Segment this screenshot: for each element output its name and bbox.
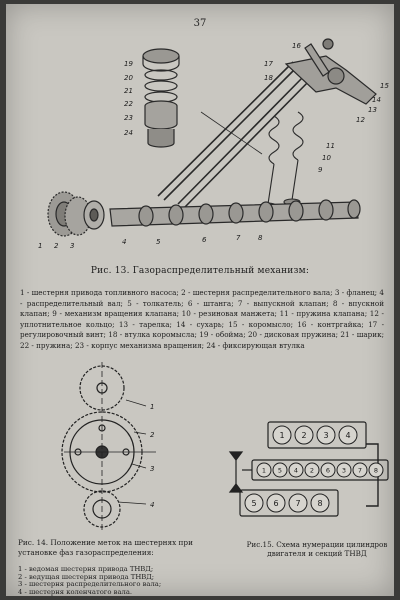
cyl-top-4: 4 (345, 431, 351, 440)
figure-14-15-illustration (6, 4, 394, 596)
tnvd-section-6: 3 (341, 466, 347, 475)
cyl-top-1: 1 (279, 431, 285, 440)
tnvd-section-7: 7 (357, 466, 363, 475)
figure-15-caption: Рис.15. Схема нумерации цилиндров двигателя и секций ТНВД (246, 540, 388, 559)
callout-5: 5 (156, 238, 161, 246)
callout-6: 6 (202, 236, 207, 244)
callout-1: 1 (38, 242, 43, 250)
cyl-bottom-6: 6 (273, 499, 279, 508)
fig14-legend-item: 2 - ведущая шестерня привода ТНВД; (18, 572, 155, 581)
fig14-callout-4: 4 (150, 501, 155, 509)
callout-9: 9 (318, 166, 323, 174)
page-number: 37 (193, 18, 207, 29)
cyl-top-3: 3 (323, 431, 329, 440)
callout-24: 24 (124, 129, 133, 137)
tnvd-section-5: 6 (325, 466, 331, 475)
callout-7: 7 (236, 234, 241, 242)
callout-14: 14 (372, 96, 381, 104)
cyl-bottom-7: 7 (295, 499, 301, 508)
callout-10: 10 (322, 154, 331, 162)
tnvd-section-1: 1 (261, 466, 267, 475)
figure-13-legend: 1 - шестерня привода топливного насоса; 2 - шестерня распределительного вала; 3 - фланец; 4 - распределительный вал; 5 - толкатель; 6 - штанга; 7 - выпускной клапан; 8 - впускной клапан; 9 - механизм вращения клапана; 10 - резиновая манжета; 11 - пружина клапана; 12 - уплотнительное кольцо; 13 - тарелка; 14 - сухарь; 15 - коромысло; 16 - контргайка; 17 - регулировочный винт; 18 - втулка коромысла; 19 - обойма; 20 - дисковая пружина; 21 - шарик; 22 - пружина; 23 - корпус механизма вращения; 24 - фиксирующая втулка (20, 288, 384, 350)
callout-22: 22 (124, 100, 133, 108)
tnvd-section-2: 5 (277, 466, 283, 475)
cyl-bottom-5: 5 (251, 499, 257, 508)
fig14-legend-item: 3 - шестерня распределительного вала; (18, 580, 162, 589)
cyl-top-2: 2 (301, 431, 307, 440)
cyl-bottom-8: 8 (317, 499, 323, 508)
tnvd-section-8: 8 (373, 466, 379, 475)
callout-16: 16 (292, 42, 301, 50)
callout-13: 13 (368, 106, 377, 114)
callout-15: 15 (380, 82, 389, 90)
fig14-legend-item: 4 - шестерня коленчатого вала. (18, 587, 133, 596)
fig14-legend-item: 1 - ведомая шестерня привода ТНВД; (18, 565, 154, 573)
callout-17: 17 (264, 60, 273, 68)
callout-19: 19 (124, 60, 133, 68)
fig14-callout-2: 2 (150, 431, 155, 439)
callout-8: 8 (258, 234, 263, 242)
figure-14-caption: Рис. 14. Положение меток на шестернях при установке фаз газораспределения: (18, 538, 193, 557)
document-page (6, 4, 394, 596)
fig14-callout-1: 1 (150, 403, 155, 411)
tnvd-section-4: 2 (309, 466, 315, 475)
callout-18: 18 (264, 74, 273, 82)
callout-2: 2 (54, 242, 59, 250)
figure-13-caption: Рис. 13. Газораспределительный механизм: (90, 266, 310, 276)
callout-20: 20 (124, 74, 133, 82)
callout-23: 23 (124, 114, 133, 122)
tnvd-section-3: 4 (293, 466, 299, 475)
fig14-callout-3: 3 (150, 465, 155, 473)
callout-12: 12 (356, 116, 365, 124)
figure-14-legend (18, 566, 238, 596)
callout-4: 4 (122, 238, 127, 246)
callout-21: 21 (124, 87, 133, 95)
callout-3: 3 (70, 242, 75, 250)
callout-11: 11 (326, 142, 335, 150)
